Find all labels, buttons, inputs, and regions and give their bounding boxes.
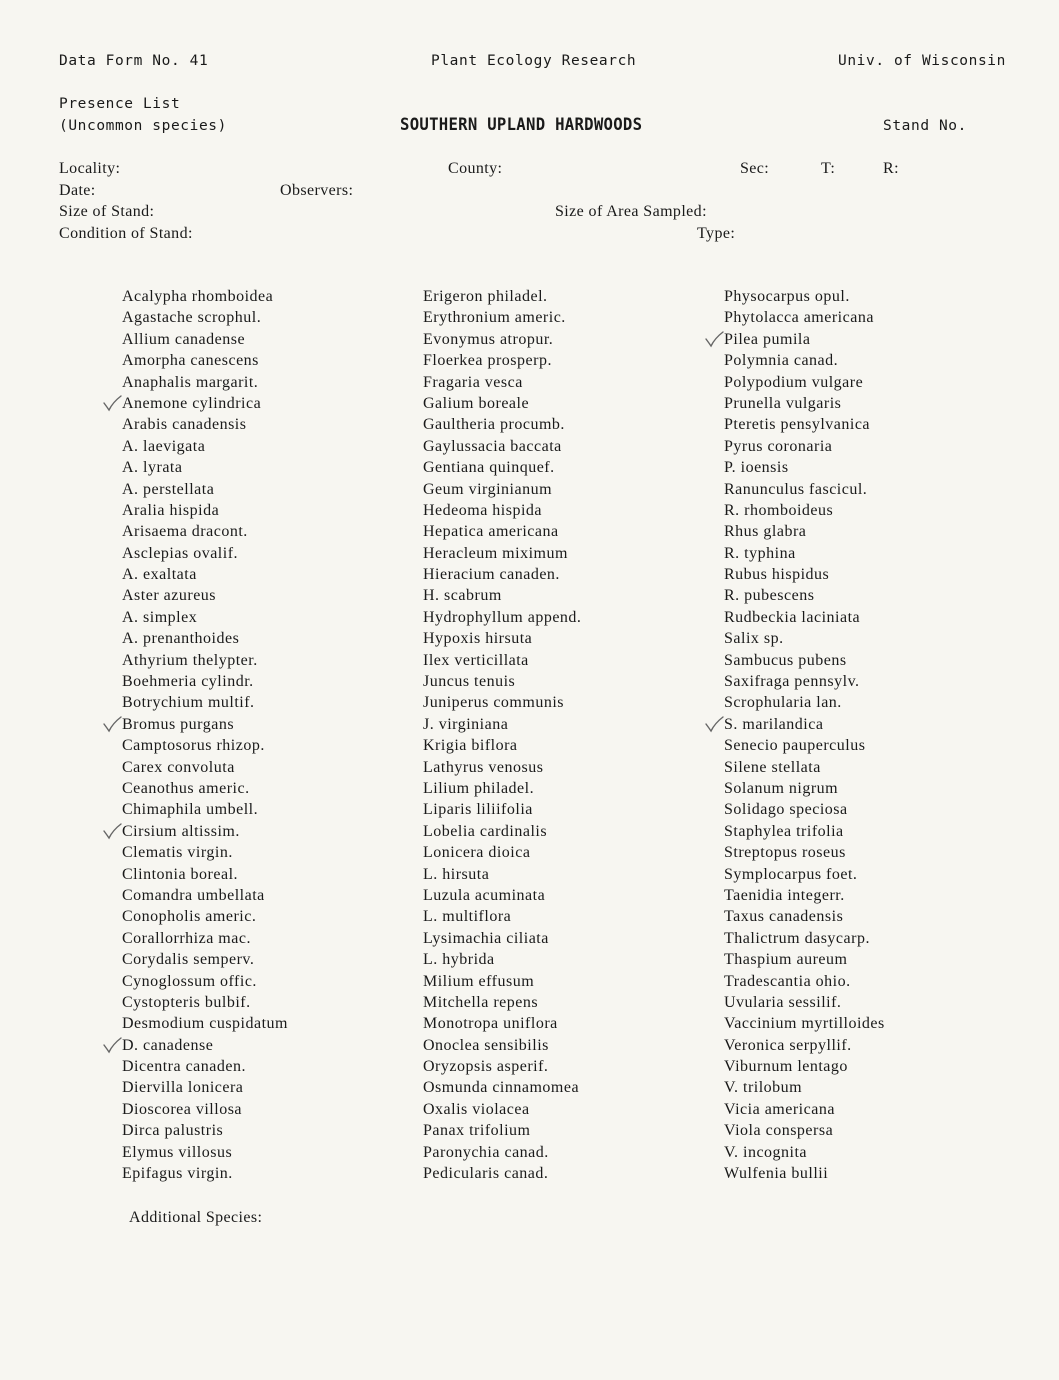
species-item: [724, 885, 885, 906]
species-name: Fragaria vesca: [423, 373, 523, 391]
species-name: Chimaphila umbell.: [122, 801, 259, 819]
observers-label: Observers:: [280, 182, 354, 199]
species-name: Lysimachia ciliata: [423, 929, 549, 947]
species-name: R. rhomboideus: [724, 501, 834, 519]
species-item: [724, 971, 885, 992]
species-column-1: [122, 286, 288, 1184]
species-name: Agastache scrophul.: [122, 309, 262, 327]
species-name: Viola conspersa: [724, 1122, 834, 1140]
species-item: [724, 1035, 885, 1056]
species-item: [724, 928, 885, 949]
species-name: Camptosorus rhizop.: [122, 737, 265, 755]
species-item: [122, 949, 288, 970]
species-name: Lilium philadel.: [423, 779, 535, 797]
species-name: Saxifraga pennsylv.: [724, 673, 860, 691]
species-name: Arisaema dracont.: [122, 523, 248, 541]
species-name: Milium effusum: [423, 972, 535, 990]
species-item: [423, 436, 581, 457]
species-item: [724, 307, 885, 328]
species-name: Erythronium americ.: [423, 309, 566, 327]
species-item: [724, 949, 885, 970]
species-item: [724, 350, 885, 371]
species-item: [724, 906, 885, 927]
species-item: [122, 372, 288, 393]
species-name: J. virginiana: [423, 715, 509, 733]
species-item: [724, 1163, 885, 1184]
species-name: L. hybrida: [423, 951, 495, 969]
species-item: [122, 1056, 288, 1077]
species-item: [724, 564, 885, 585]
species-name: Hypoxis hirsuta: [423, 630, 533, 648]
species-item: [423, 607, 581, 628]
species-name: Comandra umbellata: [122, 886, 265, 904]
organization: Plant Ecology Research: [431, 53, 637, 69]
species-name: Dicentra canaden.: [122, 1058, 246, 1076]
species-name: Dirca palustris: [122, 1122, 224, 1140]
species-name: Anaphalis margarit.: [122, 373, 259, 391]
species-name: Polypodium vulgare: [724, 373, 864, 391]
species-name: Carex convoluta: [122, 758, 235, 776]
check-mark-icon: [102, 394, 122, 412]
species-item: [724, 842, 885, 863]
species-name: Amorpha canescens: [122, 352, 259, 370]
species-item: [423, 1120, 581, 1141]
species-name: Onoclea sensibilis: [423, 1036, 549, 1054]
species-item: [423, 1142, 581, 1163]
species-name: Lonicera dioica: [423, 844, 531, 862]
species-name: Thalictrum dasycarp.: [724, 929, 870, 947]
species-name: Floerkea prosperp.: [423, 352, 552, 370]
species-name: Veronica serpyllif.: [724, 1036, 852, 1054]
species-item: [423, 521, 581, 542]
species-name: Juniperus communis: [423, 694, 564, 712]
species-item: [724, 628, 885, 649]
species-item: [724, 329, 885, 350]
species-name: R. typhina: [724, 544, 796, 562]
species-item: [122, 414, 288, 435]
species-item: [423, 971, 581, 992]
size-of-stand-label: Size of Stand:: [59, 203, 155, 220]
species-item: [423, 350, 581, 371]
species-name: Aster azureus: [122, 587, 217, 605]
species-item: [122, 1142, 288, 1163]
species-item: [122, 1035, 288, 1056]
species-item: [122, 393, 288, 414]
species-item: [724, 436, 885, 457]
check-mark-icon: [102, 1036, 122, 1054]
species-name: Tradescantia ohio.: [724, 972, 851, 990]
presence-list-label: Presence List: [59, 96, 181, 112]
species-item: [423, 692, 581, 713]
species-name: Evonymus atropur.: [423, 330, 554, 348]
species-name: Lathyrus venosus: [423, 758, 544, 776]
species-name: Corydalis semperv.: [122, 951, 255, 969]
species-item: [423, 671, 581, 692]
species-item: [423, 1163, 581, 1184]
species-item: [122, 1099, 288, 1120]
species-name: Liparis liliifolia: [423, 801, 533, 819]
species-name: Hedeoma hispida: [423, 501, 543, 519]
species-item: [122, 350, 288, 371]
species-item: [423, 1077, 581, 1098]
species-name: Vaccinium myrtilloides: [724, 1015, 885, 1033]
additional-species-label: Additional Species:: [129, 1209, 263, 1226]
species-name: Athyrium thelypter.: [122, 651, 258, 669]
species-name: A. perstellata: [122, 480, 215, 498]
species-name: Epifagus virgin.: [122, 1165, 233, 1183]
species-item: [724, 372, 885, 393]
species-item: [423, 650, 581, 671]
check-mark-icon: [704, 330, 724, 348]
species-item: [122, 757, 288, 778]
species-name: A. laevigata: [122, 437, 206, 455]
species-item: [122, 821, 288, 842]
species-item: [122, 906, 288, 927]
county-label: County:: [448, 160, 503, 177]
species-name: Scrophularia lan.: [724, 694, 842, 712]
species-item: [122, 457, 288, 478]
species-item: [724, 992, 885, 1013]
species-name: Wulfenia bullii: [724, 1165, 829, 1183]
species-name: Lobelia cardinalis: [423, 822, 548, 840]
species-name: Cynoglossum offic.: [122, 972, 257, 990]
check-mark-icon: [102, 822, 122, 840]
species-name: Silene stellata: [724, 758, 821, 776]
species-name: Clintonia boreal.: [122, 865, 239, 883]
species-item: [423, 372, 581, 393]
species-item: [423, 500, 581, 521]
species-name: Heracleum miximum: [423, 544, 568, 562]
species-name: Solidago speciosa: [724, 801, 848, 819]
species-name: L. multiflora: [423, 908, 512, 926]
species-name: P. ioensis: [724, 459, 789, 477]
species-item: [423, 757, 581, 778]
species-name: Diervilla lonicera: [122, 1079, 244, 1097]
species-item: [122, 500, 288, 521]
species-item: [724, 500, 885, 521]
species-name: A. exaltata: [122, 566, 197, 584]
species-name: Gaultheria procumb.: [423, 416, 565, 434]
species-item: [724, 735, 885, 756]
species-name: Salix sp.: [724, 630, 784, 648]
species-item: [122, 692, 288, 713]
species-name: Aralia hispida: [122, 501, 220, 519]
species-name: Botrychium multif.: [122, 694, 255, 712]
species-item: [724, 585, 885, 606]
size-of-area-label: Size of Area Sampled:: [555, 203, 707, 220]
species-column-2: [423, 286, 581, 1184]
species-name: Monotropa uniflora: [423, 1015, 558, 1033]
species-name: Ranunculus fascicul.: [724, 480, 868, 498]
species-name: Prunella vulgaris: [724, 394, 842, 412]
species-item: [423, 329, 581, 350]
species-name: Gentiana quinquef.: [423, 459, 555, 477]
locality-label: Locality:: [59, 160, 121, 177]
university: Univ. of Wisconsin: [838, 53, 1006, 69]
species-name: Taenidia integerr.: [724, 886, 845, 904]
species-name: Galium boreale: [423, 394, 530, 412]
species-name: Solanum nigrum: [724, 779, 839, 797]
species-item: [122, 1013, 288, 1034]
species-item: [724, 286, 885, 307]
species-item: [724, 864, 885, 885]
species-item: [122, 1077, 288, 1098]
species-item: [423, 885, 581, 906]
species-item: [122, 286, 288, 307]
species-item: [122, 307, 288, 328]
species-name: Clematis virgin.: [122, 844, 233, 862]
species-item: [423, 393, 581, 414]
species-name: A. prenanthoides: [122, 630, 240, 648]
species-name: Senecio pauperculus: [724, 737, 866, 755]
species-item: [122, 928, 288, 949]
species-item: [724, 543, 885, 564]
species-item: [423, 864, 581, 885]
species-item: [724, 1142, 885, 1163]
species-name: Rhus glabra: [724, 523, 807, 541]
species-name: Staphylea trifolia: [724, 822, 844, 840]
species-item: [423, 457, 581, 478]
page-title: SOUTHERN UPLAND HARDWOODS: [400, 115, 643, 135]
species-item: [724, 414, 885, 435]
check-mark-icon: [102, 715, 122, 733]
species-name: Acalypha rhomboidea: [122, 288, 274, 305]
species-name: R. pubescens: [724, 587, 815, 605]
species-item: [724, 607, 885, 628]
species-item: [122, 885, 288, 906]
species-item: [423, 906, 581, 927]
species-item: [423, 564, 581, 585]
species-name: Pyrus coronaria: [724, 437, 833, 455]
species-item: [423, 1013, 581, 1034]
species-name: Ilex verticillata: [423, 651, 529, 669]
species-name: Physocarpus opul.: [724, 288, 850, 305]
species-name: Oxalis violacea: [423, 1100, 530, 1118]
species-name: Thaspium aureum: [724, 951, 848, 969]
species-name: Arabis canadensis: [122, 416, 247, 434]
species-item: [122, 628, 288, 649]
species-name: A. lyrata: [122, 459, 183, 477]
species-name: Rubus hispidus: [724, 566, 830, 584]
township-label: T:: [821, 160, 836, 177]
species-item: [122, 1163, 288, 1184]
species-item: [122, 778, 288, 799]
species-item: [122, 564, 288, 585]
species-item: [423, 992, 581, 1013]
species-name: Pilea pumila: [724, 330, 811, 348]
species-name: Phytolacca americana: [724, 309, 874, 327]
uncommon-species-label: (Uncommon species): [59, 118, 227, 134]
species-item: [122, 585, 288, 606]
species-item: [122, 521, 288, 542]
species-item: [423, 479, 581, 500]
species-item: [724, 1077, 885, 1098]
type-label: Type:: [697, 225, 736, 242]
species-name: Viburnum lentago: [724, 1058, 848, 1076]
species-item: [724, 671, 885, 692]
species-name: Anemone cylindrica: [122, 394, 262, 412]
species-name: L. hirsuta: [423, 865, 490, 883]
species-item: [423, 842, 581, 863]
species-name: Symplocarpus foet.: [724, 865, 858, 883]
species-name: Rudbeckia laciniata: [724, 608, 861, 626]
species-name: Geum virginianum: [423, 480, 553, 498]
species-name: Gaylussacia baccata: [423, 437, 562, 455]
stand-number-label: Stand No.: [883, 118, 967, 134]
species-item: [423, 543, 581, 564]
species-name: Elymus villosus: [122, 1143, 233, 1161]
species-item: [724, 799, 885, 820]
species-item: [122, 714, 288, 735]
species-name: Boehmeria cylindr.: [122, 673, 254, 691]
species-item: [724, 1099, 885, 1120]
species-name: A. simplex: [122, 608, 198, 626]
species-name: Hydrophyllum append.: [423, 608, 582, 626]
species-name: Allium canadense: [122, 330, 246, 348]
species-item: [724, 778, 885, 799]
species-name: Bromus purgans: [122, 715, 235, 733]
species-name: Asclepias ovalif.: [122, 544, 239, 562]
species-name: Ceanothus americ.: [122, 779, 250, 797]
species-name: Paronychia canad.: [423, 1143, 549, 1161]
species-name: Osmunda cinnamomea: [423, 1079, 580, 1097]
species-item: [122, 864, 288, 885]
species-name: Corallorrhiza mac.: [122, 929, 251, 947]
species-name: Sambucus pubens: [724, 651, 847, 669]
section-label: Sec:: [740, 160, 770, 177]
species-item: [724, 457, 885, 478]
species-item: [122, 607, 288, 628]
species-item: [423, 735, 581, 756]
species-item: [423, 799, 581, 820]
species-item: [122, 971, 288, 992]
species-item: [724, 692, 885, 713]
species-item: [423, 1056, 581, 1077]
species-name: Hieracium canaden.: [423, 566, 560, 584]
species-name: Vicia americana: [724, 1100, 835, 1118]
species-name: Cystopteris bulbif.: [122, 993, 251, 1011]
species-name: Pteretis pensylvanica: [724, 416, 871, 434]
species-name: Erigeron philadel.: [423, 288, 548, 305]
species-item: [423, 821, 581, 842]
species-item: [122, 842, 288, 863]
species-name: Cirsium altissim.: [122, 822, 240, 840]
species-name: V. incognita: [724, 1143, 808, 1161]
species-item: [423, 628, 581, 649]
species-name: Desmodium cuspidatum: [122, 1015, 288, 1033]
species-item: [122, 671, 288, 692]
species-name: H. scabrum: [423, 587, 502, 605]
species-item: [724, 479, 885, 500]
species-item: [423, 714, 581, 735]
species-column-3: [724, 286, 885, 1184]
species-item: [423, 928, 581, 949]
species-name: Mitchella repens: [423, 993, 539, 1011]
check-mark-icon: [704, 715, 724, 733]
species-item: [122, 479, 288, 500]
species-item: [423, 585, 581, 606]
date-label: Date:: [59, 182, 96, 199]
species-name: Luzula acuminata: [423, 886, 546, 904]
species-name: Streptopus roseus: [724, 844, 846, 862]
species-item: [122, 650, 288, 671]
species-item: [122, 543, 288, 564]
species-item: [724, 1056, 885, 1077]
condition-of-stand-label: Condition of Stand:: [59, 225, 193, 242]
species-name: S. marilandica: [724, 715, 824, 733]
species-item: [724, 757, 885, 778]
species-item: [724, 1120, 885, 1141]
species-item: [724, 714, 885, 735]
species-item: [423, 307, 581, 328]
species-item: [122, 799, 288, 820]
species-item: [423, 949, 581, 970]
species-item: [423, 1099, 581, 1120]
form-number: Data Form No. 41: [59, 53, 209, 69]
species-item: [724, 1013, 885, 1034]
species-name: Polymnia canad.: [724, 352, 839, 370]
species-item: [423, 414, 581, 435]
species-name: Pedicularis canad.: [423, 1165, 549, 1183]
species-name: Hepatica americana: [423, 523, 559, 541]
species-name: Krigia biflora: [423, 737, 518, 755]
species-item: [724, 521, 885, 542]
species-item: [122, 1120, 288, 1141]
species-name: Taxus canadensis: [724, 908, 844, 926]
species-name: Conopholis americ.: [122, 908, 257, 926]
species-name: Dioscorea villosa: [122, 1100, 243, 1118]
species-item: [423, 286, 581, 307]
range-label: R:: [883, 160, 899, 177]
species-name: Oryzopsis asperif.: [423, 1058, 549, 1076]
species-name: Juncus tenuis: [423, 673, 516, 691]
species-item: [122, 436, 288, 457]
species-item: [724, 650, 885, 671]
species-item: [122, 992, 288, 1013]
species-name: D. canadense: [122, 1036, 214, 1054]
species-item: [122, 735, 288, 756]
species-item: [122, 329, 288, 350]
species-item: [423, 1035, 581, 1056]
species-name: Uvularia sessilif.: [724, 993, 842, 1011]
species-name: Panax trifolium: [423, 1122, 531, 1140]
species-item: [724, 393, 885, 414]
species-item: [724, 821, 885, 842]
species-item: [423, 778, 581, 799]
species-name: V. trilobum: [724, 1079, 803, 1097]
